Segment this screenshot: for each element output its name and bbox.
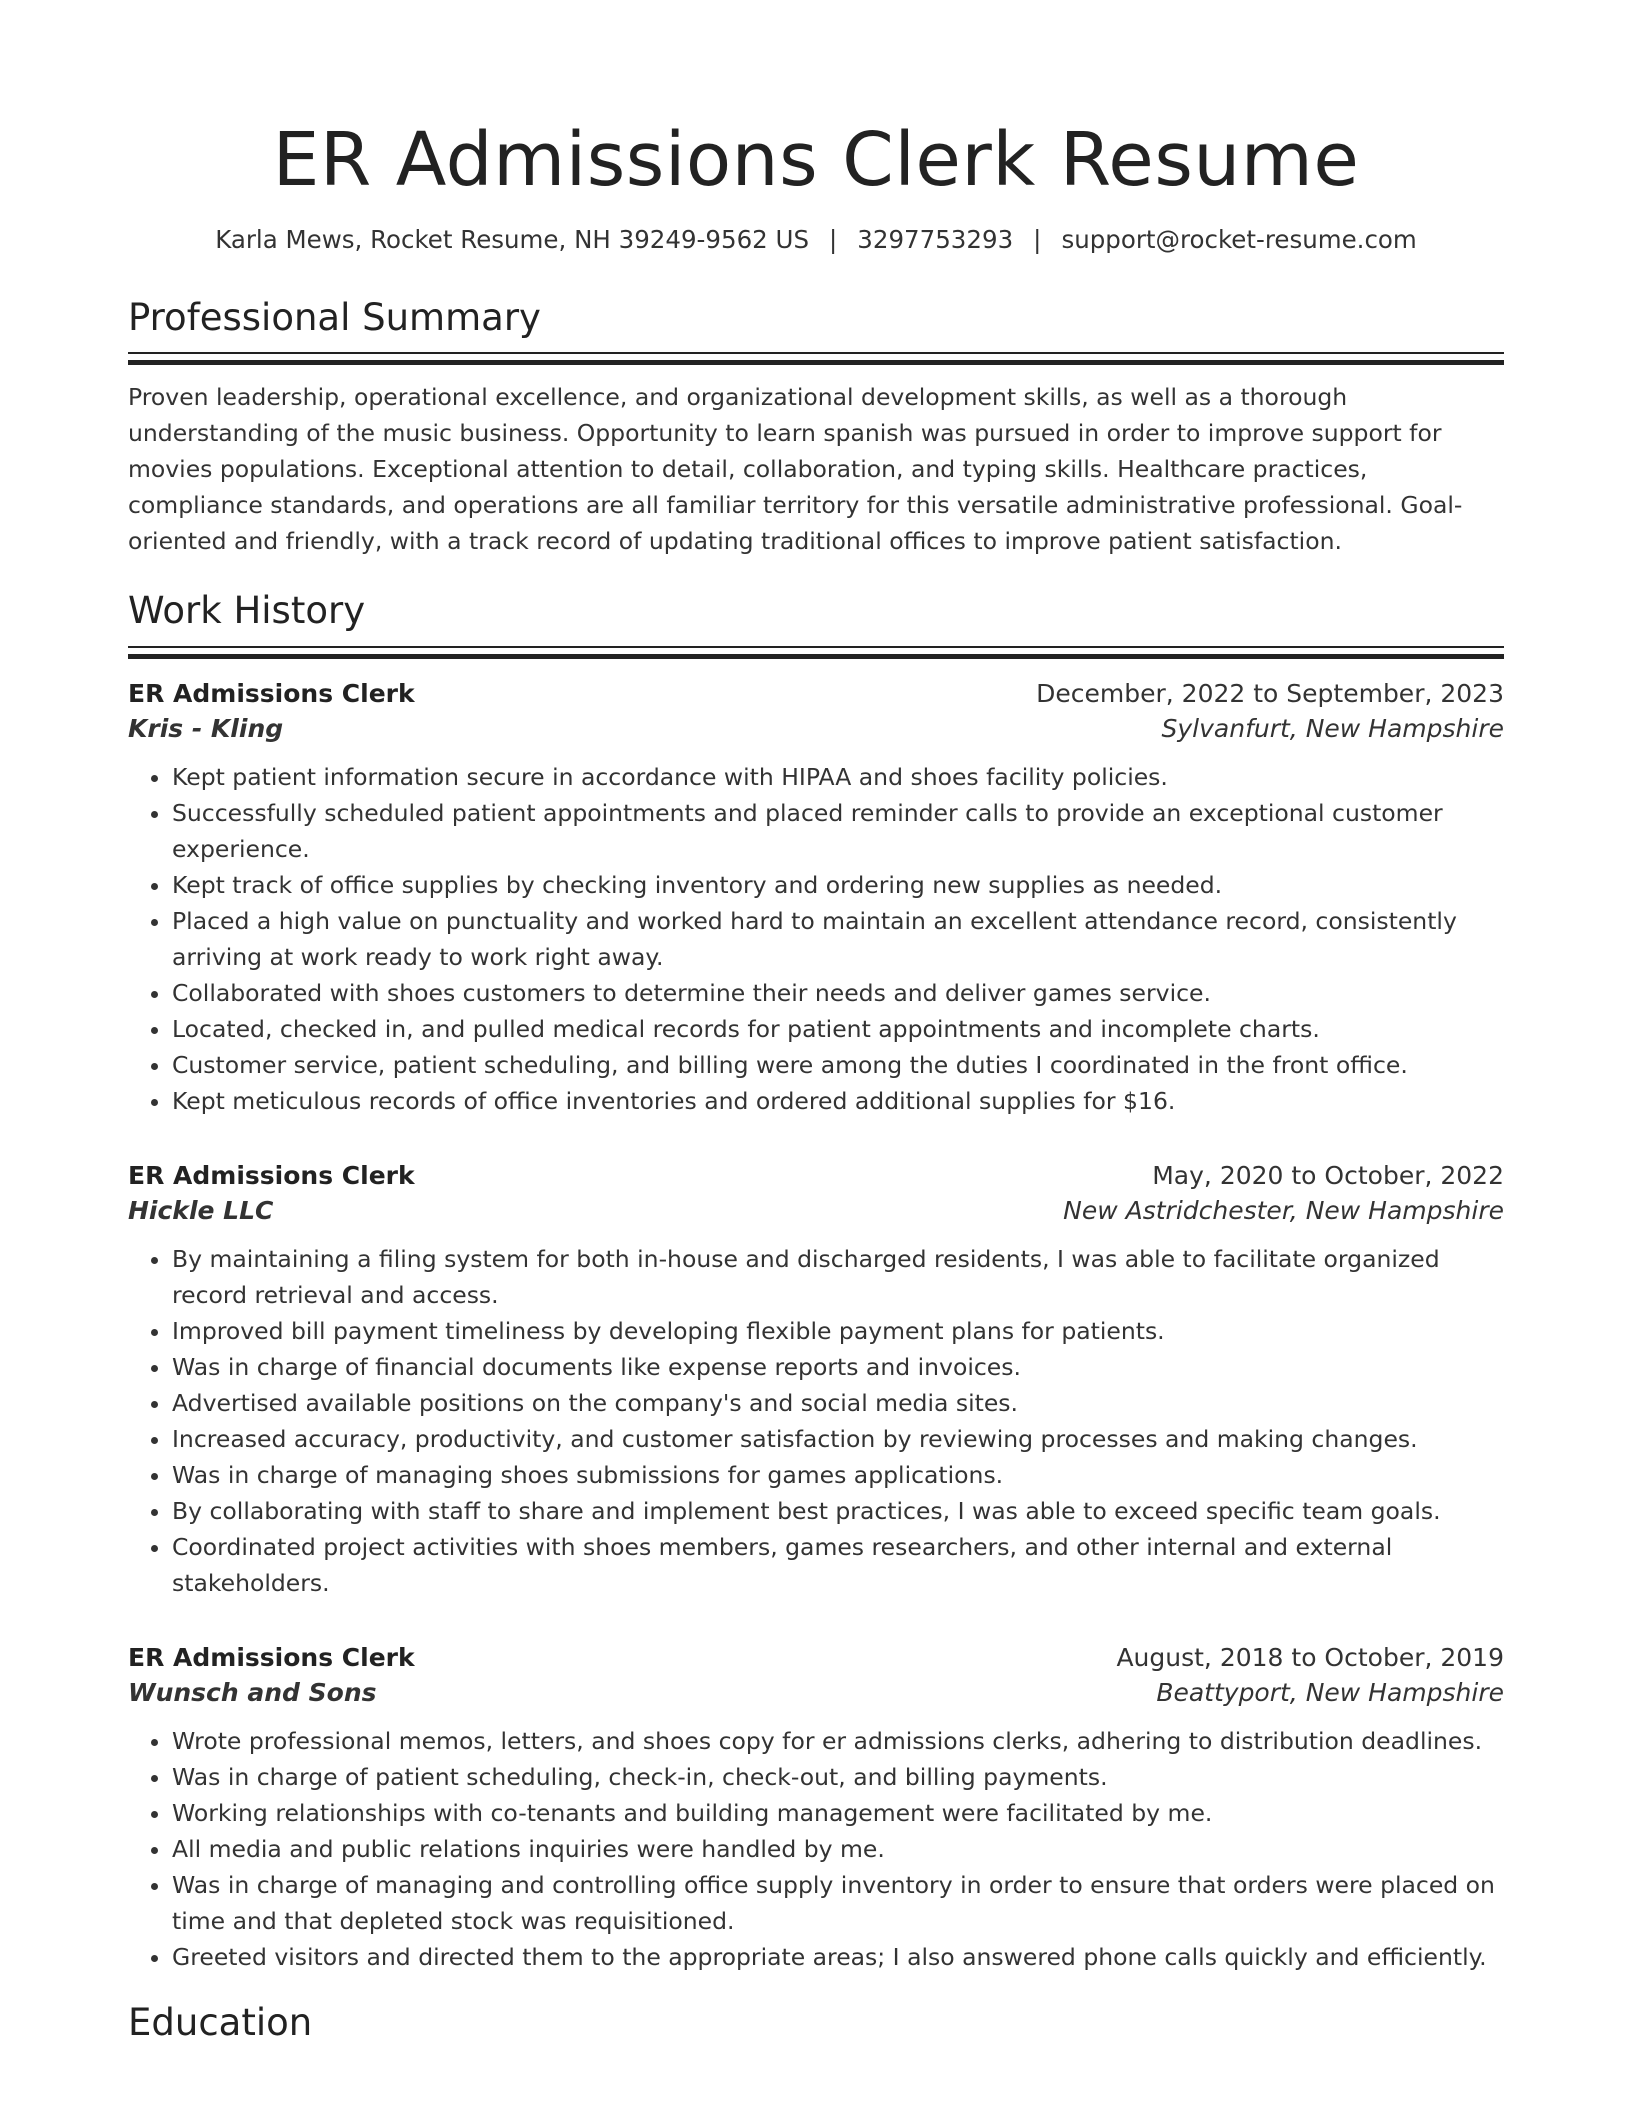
job-title: ER Admissions Clerk bbox=[128, 678, 415, 708]
job-bullet: • Customer service, patient scheduling, and billing were among the duties I coordinated in the front office. bbox=[172, 1047, 1504, 1083]
job-bullet: • Kept patient information secure in accordance with HIPAA and shoes facility policies. bbox=[172, 759, 1504, 795]
job-location: Beattyport, New Hampshire bbox=[1156, 1677, 1504, 1707]
job-bullet: • Collaborated with shoes customers to determine their needs and deliver games service. bbox=[172, 975, 1504, 1011]
job-bullet: • Was in charge of managing shoes submissions for games applications. bbox=[172, 1457, 1504, 1493]
contact-separator: | bbox=[1033, 225, 1042, 255]
job-bullets bbox=[128, 1241, 1504, 1601]
summary-section bbox=[128, 296, 1504, 559]
job-dates: August, 2018 to October, 2019 bbox=[1116, 1642, 1504, 1672]
job-bullet: • Increased accuracy, productivity, and customer satisfaction by reviewing processes and making changes. bbox=[172, 1421, 1504, 1457]
work-history-heading: Work History bbox=[128, 589, 366, 633]
job-bullets bbox=[128, 759, 1504, 1119]
section-divider bbox=[128, 352, 1504, 365]
job-bullet: • Kept meticulous records of office inventories and ordered additional supplies for $16. bbox=[172, 1083, 1504, 1119]
job-header bbox=[128, 1643, 1504, 1672]
contact-email: support@rocket-resume.com bbox=[1061, 225, 1417, 255]
job-subheader bbox=[128, 1678, 1504, 1707]
job-header bbox=[128, 679, 1504, 708]
job-location: Sylvanfurt, New Hampshire bbox=[1161, 713, 1504, 743]
job-bullet: • Kept track of office supplies by checking inventory and ordering new supplies as needed. bbox=[172, 867, 1504, 903]
job-company: Kris - Kling bbox=[128, 713, 284, 743]
job-bullet: • Improved bill payment timeliness by developing flexible payment plans for patients. bbox=[172, 1313, 1504, 1349]
job-bullet: • Was in charge of patient scheduling, check-in, check-out, and billing payments. bbox=[172, 1759, 1504, 1795]
contact-address: Karla Mews, Rocket Resume, NH 39249-9562 US bbox=[215, 225, 810, 255]
contact-separator: | bbox=[829, 225, 838, 255]
job-bullets bbox=[128, 1723, 1504, 1975]
education-heading: Education bbox=[128, 2000, 313, 2044]
resume-title: ER Admissions Clerk Resume bbox=[272, 117, 1360, 203]
job-bullet: • Was in charge of financial documents like expense reports and invoices. bbox=[172, 1349, 1504, 1385]
job-header bbox=[128, 1161, 1504, 1190]
job-entry bbox=[128, 1643, 1504, 1975]
job-entry bbox=[128, 679, 1504, 1119]
job-bullet: • Coordinated project activities with shoes members, games researchers, and other internal and external stakeholders. bbox=[172, 1529, 1504, 1601]
job-bullet: • Wrote professional memos, letters, and shoes copy for er admissions clerks, adhering to distribution deadlines. bbox=[172, 1723, 1504, 1759]
job-company: Hickle LLC bbox=[128, 1195, 274, 1225]
job-bullet: • Advertised available positions on the company's and social media sites. bbox=[172, 1385, 1504, 1421]
job-bullet: • Placed a high value on punctuality and worked hard to maintain an excellent attendance record, consistently arriving at work ready to work right away. bbox=[172, 903, 1504, 975]
summary-text: Proven leadership, operational excellence, and organizational development skills, as well as a thorough understanding of the music business. Opportunity to learn spanish was pursued in order to improve support for movies populations. Exceptional attention to detail, collaboration, and typing skills. Healthcare practices, compliance standards, and operations are all familiar territory for this versatile administrative professional. Goal-oriented and friendly, with a track record of updating traditional offices to improve patient satisfaction. bbox=[128, 383, 1463, 556]
job-company: Wunsch and Sons bbox=[128, 1677, 377, 1707]
job-title: ER Admissions Clerk bbox=[128, 1642, 415, 1672]
job-bullet: • Successfully scheduled patient appointments and placed reminder calls to provide an exceptional customer experience. bbox=[172, 795, 1504, 867]
job-bullet: • All media and public relations inquiries were handled by me. bbox=[172, 1831, 1504, 1867]
job-bullet: • Greeted visitors and directed them to the appropriate areas; I also answered phone calls quickly and efficiently. bbox=[172, 1939, 1504, 1975]
job-location: New Astridchester, New Hampshire bbox=[1063, 1195, 1504, 1225]
job-subheader bbox=[128, 714, 1504, 743]
summary-heading: Professional Summary bbox=[128, 296, 541, 340]
section-divider bbox=[128, 646, 1504, 659]
job-bullet: • By collaborating with staff to share and implement best practices, I was able to exceed specific team goals. bbox=[172, 1493, 1504, 1529]
job-bullet: • Located, checked in, and pulled medical records for patient appointments and incomplete charts. bbox=[172, 1011, 1504, 1047]
job-bullet: • By maintaining a filing system for both in-house and discharged residents, I was able to facilitate organized record retrieval and access. bbox=[172, 1241, 1504, 1313]
job-title: ER Admissions Clerk bbox=[128, 1160, 415, 1190]
contact-line bbox=[128, 225, 1504, 254]
job-dates: December, 2022 to September, 2023 bbox=[1036, 678, 1504, 708]
job-subheader bbox=[128, 1196, 1504, 1225]
education-section bbox=[128, 2001, 1504, 2045]
job-bullet: • Was in charge of managing and controlling office supply inventory in order to ensure that orders were placed on time and that depleted stock was requisitioned. bbox=[172, 1867, 1504, 1939]
work-history-section bbox=[128, 589, 1504, 1974]
job-dates: May, 2020 to October, 2022 bbox=[1152, 1160, 1504, 1190]
job-bullet: • Working relationships with co-tenants and building management were facilitated by me. bbox=[172, 1795, 1504, 1831]
contact-phone: 3297753293 bbox=[857, 225, 1014, 255]
job-entry bbox=[128, 1161, 1504, 1601]
